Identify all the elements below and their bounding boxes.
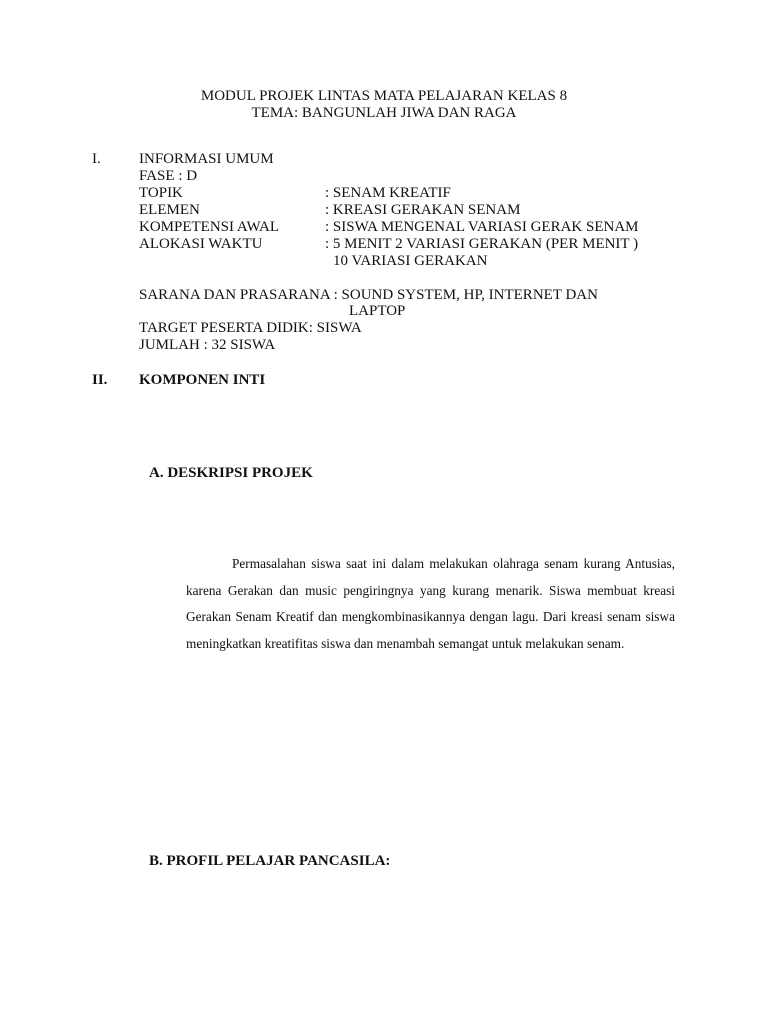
subsection-heading-b: B. PROFIL PELAJAR PANCASILA: (149, 853, 391, 869)
row-label: ELEMEN (139, 202, 200, 218)
jumlah-text: JUMLAH : 32 SISWA (139, 337, 276, 353)
section-heading: KOMPONEN INTI (139, 372, 266, 388)
page-title: MODUL PROJEK LINTAS MATA PELAJARAN KELAS 8 (200, 88, 568, 104)
row-value: : 5 MENIT 2 VARIASI GERAKAN (PER MENIT ) (325, 236, 639, 252)
section-number: I. (92, 151, 101, 167)
section-heading: INFORMASI UMUM (139, 151, 274, 167)
fase-text: FASE : D (139, 168, 198, 184)
row-value: : SENAM KREATIF (325, 185, 451, 201)
row-label: KOMPETENSI AWAL (139, 219, 280, 235)
row-value: : KREASI GERAKAN SENAM (325, 202, 521, 218)
alokasi-continuation: 10 VARIASI GERAKAN (333, 253, 488, 269)
page-theme: TEMA: BANGUNLAH JIWA DAN RAGA (251, 105, 517, 121)
sarana-text: SARANA DAN PRASARANA : SOUND SYSTEM, HP, INTERNET DAN (139, 287, 598, 303)
row-label: TOPIK (139, 185, 183, 201)
target-text: TARGET PESERTA DIDIK: SISWA (139, 320, 362, 336)
subsection-heading-a: A. DESKRIPSI PROJEK (149, 465, 313, 481)
row-value: : SISWA MENGENAL VARIASI GERAK SENAM (325, 219, 639, 235)
sarana-continuation: LAPTOP (349, 303, 406, 319)
row-label: ALOKASI WAKTU (139, 236, 263, 252)
section-number: II. (92, 372, 108, 388)
deskripsi-paragraph: Permasalahan siswa saat ini dalam melakukan olahraga senam kurang Antusias, karena Gerakan dan music pengiringnya yang kurang menarik. Siswa membuat kreasi Gerakan Senam Kreatif dan mengkombinasikannya dengan lagu. Dari kreasi senam siswa meningkatkan kreatifitas siswa dan menambah semangat untuk melakukan senam. (186, 556, 675, 651)
